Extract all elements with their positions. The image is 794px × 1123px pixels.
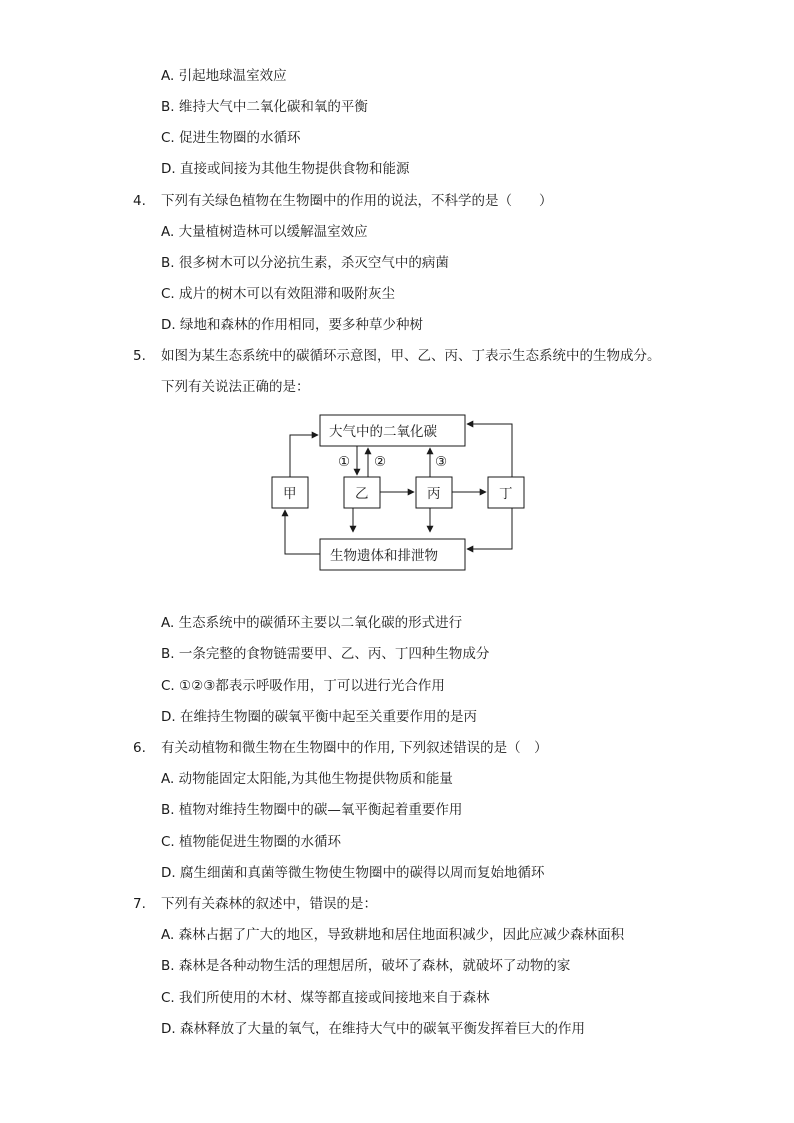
q5-option-b: B. 一条完整的食物链需要甲、乙、丙、丁四种生物成分 (161, 646, 490, 662)
q3-option-c: C. 促进生物圈的水循环 (161, 130, 301, 146)
ding-label: 丁 (499, 486, 513, 502)
q7-option-c: C. 我们所使用的木材、煤等都直接或间接地来自于森林 (161, 990, 490, 1006)
arrow-ding-to-remains (467, 508, 512, 549)
jia-label: 甲 (283, 486, 297, 502)
co2-label: 大气中的二氧化碳 (329, 424, 437, 440)
q5-text-line1: 如图为某生态系统中的碳循环示意图，甲、乙、丙、丁表示生态系统中的生物成分。 (161, 348, 661, 364)
q7-text: 下列有关森林的叙述中，错误的是： (161, 896, 377, 912)
q3-option-b: B. 维持大气中二氧化碳和氧的平衡 (161, 99, 368, 115)
q6-option-c: C. 植物能促进生物圈的水循环 (161, 834, 342, 850)
q5-option-a: A. 生态系统中的碳循环主要以二氧化碳的形式进行 (161, 615, 463, 631)
arrow-ding-to-co2 (467, 424, 512, 477)
q4-number: 4. (133, 193, 146, 209)
arrow-label-1: ① (338, 454, 351, 470)
q5-text-line2: 下列有关说法正确的是： (161, 379, 310, 395)
arrow-jia-to-co2 (290, 435, 318, 477)
q4-option-c: C. 成片的树木可以有效阻滞和吸附灰尘 (161, 286, 396, 302)
remains-label: 生物遗体和排泄物 (330, 548, 438, 564)
q4-option-a: A. 大量植树造林可以缓解温室效应 (161, 224, 368, 240)
q6-number: 6. (133, 740, 146, 756)
arrow-label-3: ③ (435, 454, 448, 470)
q6-option-d: D. 腐生细菌和真菌等微生物使生物圈中的碳得以周而复始地循环 (161, 865, 545, 881)
q6-text: 有关动植物和微生物在生物圈中的作用, 下列叙述错误的是（ ） (161, 740, 548, 756)
q7-number: 7. (133, 896, 146, 912)
yi-label: 乙 (355, 486, 369, 502)
arrow-remains-to-jia (285, 510, 320, 554)
q7-option-b: B. 森林是各种动物生活的理想居所，破坏了森林，就破坏了动物的家 (161, 958, 571, 974)
q4-option-d: D. 绿地和森林的作用相同，要多种草少种树 (161, 317, 423, 333)
q6-option-b: B. 植物对维持生物圈中的碳—氧平衡起着重要作用 (161, 802, 463, 818)
q3-option-a: A. 引起地球温室效应 (161, 68, 287, 84)
q4-option-b: B. 很多树木可以分泌抗生素，杀灭空气中的病菌 (161, 255, 449, 271)
q7-option-d: D. 森林释放了大量的氧气，在维持大气中的碳氧平衡发挥着巨大的作用 (161, 1021, 585, 1037)
q5-option-d: D. 在维持生物圈的碳氧平衡中起至关重要作用的是丙 (161, 709, 477, 725)
arrow-label-2: ② (374, 454, 387, 470)
q3-option-d: D. 直接或间接为其他生物提供食物和能源 (161, 161, 410, 177)
q5-number: 5. (133, 348, 146, 364)
q5-option-c: C. ①②③都表示呼吸作用，丁可以进行光合作用 (161, 678, 445, 694)
q7-option-a: A. 森林占据了广大的地区，导致耕地和居住地面积减少，因此应减少森林面积 (161, 927, 625, 943)
q4-text: 下列有关绿色植物在生物圈中的作用的说法，不科学的是（ ） (161, 193, 553, 209)
q6-option-a: A. 动物能固定太阳能,为其他生物提供物质和能量 (161, 771, 453, 787)
bing-label: 丙 (427, 486, 441, 502)
